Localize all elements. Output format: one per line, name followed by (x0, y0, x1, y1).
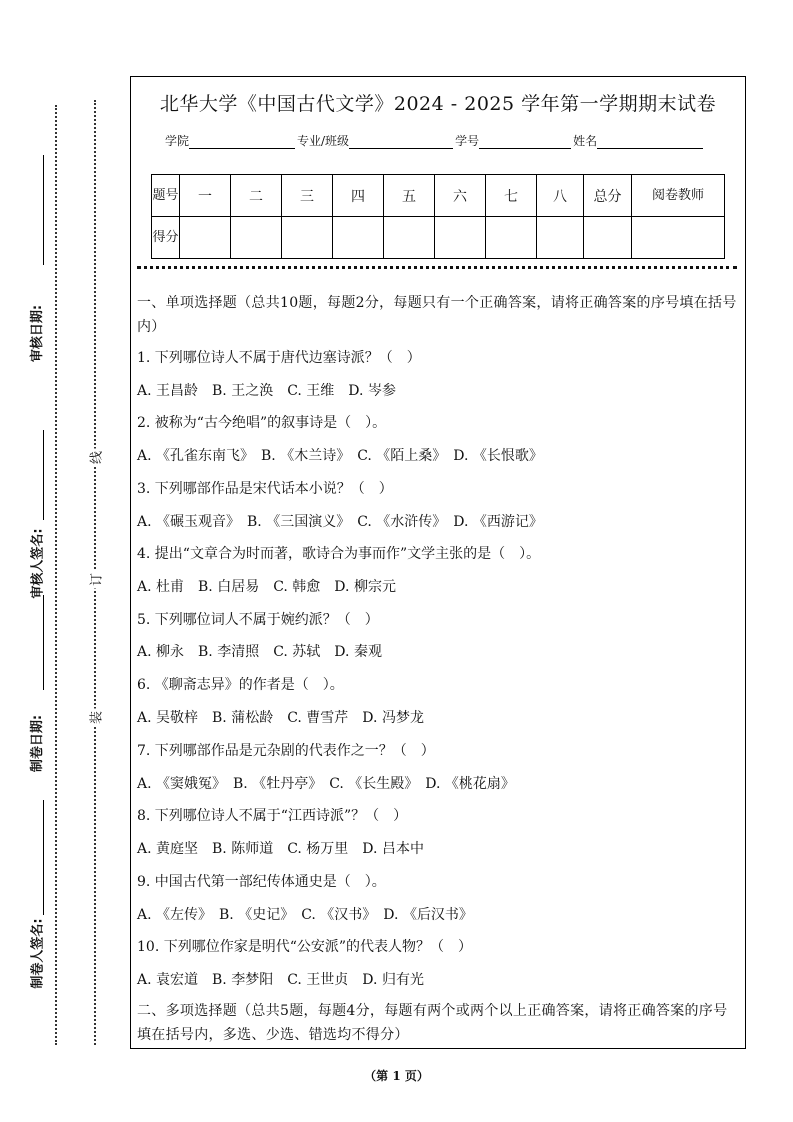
score-table-col-6: 六 (435, 175, 486, 217)
score-table-head-cell: 题号 (152, 175, 180, 217)
reviewer-sign-label: 审核人签名: (30, 527, 46, 599)
question-3: 3. 下列哪部作品是宋代话本小说？（ ） (137, 481, 393, 497)
student-id-field[interactable] (479, 137, 571, 149)
major-field[interactable] (349, 137, 453, 149)
score-table-col-total: 总分 (584, 175, 632, 217)
question-5: 5. 下列哪位词人不属于婉约派？（ ） (137, 612, 379, 628)
maker-date-line (43, 595, 44, 690)
question-9-options: A. 《左传》 B. 《史记》 C. 《汉书》 D. 《后汉书》 (137, 907, 473, 923)
score-table-header-row (152, 175, 725, 217)
question-6: 6. 《聊斋志异》的作者是（ ）。 (137, 677, 344, 693)
name-label: 姓名 (573, 134, 598, 148)
question-7-options: A. 《窦娥冤》 B. 《牡丹亭》 C. 《长生殿》 D. 《桃花扇》 (137, 776, 515, 792)
major-label: 专业/班级 (297, 134, 350, 148)
reviewer-date-label: 审核日期: (30, 304, 46, 362)
score-table-col-2: 二 (231, 175, 282, 217)
question-1: 1. 下列哪位诗人不属于唐代边塞诗派？（ ） (137, 350, 421, 366)
question-1-options: A. 王昌龄 B. 王之涣 C. 王维 D. 岑参 (137, 383, 396, 399)
student-id-label: 学号 (455, 134, 480, 148)
score-table-col-1: 一 (180, 175, 231, 217)
question-8-options: A. 黄庭坚 B. 陈师道 C. 杨万里 D. 吕本中 (137, 841, 424, 857)
score-table-col-7: 七 (486, 175, 537, 217)
maker-sign-label: 制卷人签名: (30, 917, 46, 989)
bind-mark-binding: 装 (86, 709, 105, 727)
page-number: （第 1 页） (364, 1069, 429, 1083)
score-cell[interactable] (180, 217, 231, 259)
score-table-col-3: 三 (282, 175, 333, 217)
college-field[interactable] (189, 137, 295, 149)
exam-frame (130, 76, 746, 1049)
reviewer-date-line (43, 155, 44, 265)
score-cell[interactable] (333, 217, 384, 259)
college-label: 学院 (165, 134, 190, 148)
score-table-col-5: 五 (384, 175, 435, 217)
score-cell[interactable] (537, 217, 584, 259)
score-cell[interactable] (282, 217, 333, 259)
question-8: 8. 下列哪位诗人不属于“江西诗派”？（ ） (137, 808, 408, 824)
question-5-options: A. 柳永 B. 李清照 C. 苏轼 D. 秦观 (137, 644, 382, 660)
score-cell[interactable] (435, 217, 486, 259)
question-2: 2. 被称为“古今绝唱”的叙事诗是（ ）。 (137, 415, 387, 431)
score-table (151, 174, 725, 259)
question-9: 9. 中国古代第一部纪传体通史是（ ）。 (137, 874, 386, 890)
score-cell[interactable] (384, 217, 435, 259)
section1-heading: 一、单项选择题（总共10题，每题2分，每题只有一个正确答案，请将正确答案的序号填在括号内） (137, 295, 737, 335)
maker-date-label: 制卷日期: (30, 714, 46, 772)
question-4: 4. 提出“文章合为时而著，歌诗合为事而作”文学主张的是（ ）。 (137, 546, 541, 562)
dotted-separator (137, 266, 737, 269)
question-7: 7. 下列哪部作品是元杂剧的代表作之一？（ ） (137, 743, 435, 759)
question-3-options: A. 《碾玉观音》 B. 《三国演义》 C. 《水浒传》 D. 《西游记》 (137, 514, 543, 530)
score-table-col-4: 四 (333, 175, 384, 217)
bind-mark-line: 线 (86, 449, 105, 467)
student-info-row (165, 132, 705, 149)
section2-heading: 二、多项选择题（总共5题，每题4分，每题有两个或两个以上正确答案，请将正确答案的序号填在括号内，多选、少选、错选均不得分） (137, 1003, 728, 1043)
exam-title: 北华大学《中国古代文学》2024 - 2025 学年第一学期期末试卷 (159, 93, 717, 115)
name-field[interactable] (597, 137, 703, 149)
score-cell-total[interactable] (584, 217, 632, 259)
score-table-row-head: 得分 (152, 217, 180, 259)
score-cell[interactable] (231, 217, 282, 259)
dotted-cut-line-outer (55, 105, 57, 1045)
maker-sign-line (43, 800, 44, 915)
bind-mark-staple: 订 (86, 571, 105, 589)
question-2-options: A. 《孔雀东南飞》 B. 《木兰诗》 C. 《陌上桑》 D. 《长恨歌》 (137, 448, 543, 464)
score-cell[interactable] (486, 217, 537, 259)
question-6-options: A. 吴敬梓 B. 蒲松龄 C. 曹雪芹 D. 冯梦龙 (137, 710, 424, 726)
score-table-col-reviewer: 阅卷教师 (632, 175, 725, 217)
score-cell-reviewer[interactable] (632, 217, 725, 259)
score-table-col-8: 八 (537, 175, 584, 217)
question-10-options: A. 袁宏道 B. 李梦阳 C. 王世贞 D. 归有光 (137, 972, 424, 988)
reviewer-sign-line (43, 430, 44, 520)
question-4-options: A. 杜甫 B. 白居易 C. 韩愈 D. 柳宗元 (137, 579, 396, 595)
question-10: 10. 下列哪位作家是明代“公安派”的代表人物？（ ） (137, 939, 473, 955)
score-table-score-row (152, 217, 725, 259)
